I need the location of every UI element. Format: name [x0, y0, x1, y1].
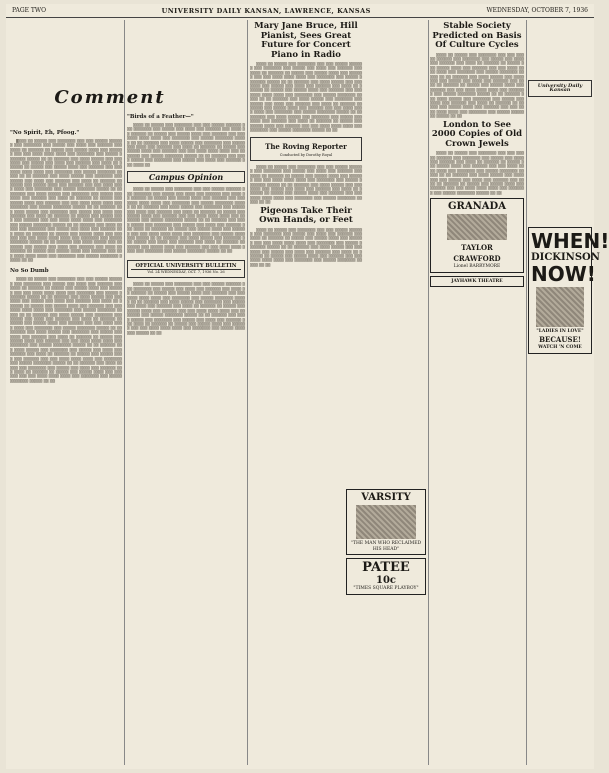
pianist-body: ▒▒▒▒ ▒▒ ▒▒▒▒▒ ▒▒▒ ▒▒▒▒▒▒▒ ▒▒▒ ▒▒▒ ▒▒▒▒▒ ▒▒▒▒▒▒ ▒▒▒ ▒▒▒▒▒▒▒ ▒▒▒ ▒▒▒▒▒ ▒▒▒ ▒▒▒▒ ▒▒▒ ▒▒▒▒▒▒ ▒▒▒ ▒▒▒▒ ▒▒ ▒▒▒▒▒▒ ▒▒ ▒▒▒▒▒ ▒▒▒ ▒▒▒▒▒ ▒▒▒▒ ▒▒▒ ▒▒▒▒▒▒ ▒▒▒ ▒▒▒ ▒▒▒▒ ▒▒▒▒ ▒▒▒▒ ▒▒▒ ▒▒▒▒▒▒▒ ▒▒▒ ▒▒▒▒▒ ▒▒▒▒▒▒▒ ▒▒▒▒▒ ▒▒ ▒▒ ▒▒▒▒▒▒ ▒▒▒ ▒▒▒▒ ▒▒▒▒▒ ▒▒▒ ▒▒▒▒▒▒▒ ▒▒▒ ▒▒▒▒▒ ▒▒▒ ▒▒▒▒ ▒▒▒ ▒▒▒▒▒▒ ▒▒▒ ▒▒▒▒ ▒▒ ▒▒▒▒▒▒ ▒▒ ▒▒▒▒▒ ▒▒▒ ▒▒▒▒▒ ▒▒▒▒ ▒▒▒ ▒▒▒▒▒▒ ▒▒▒ ▒▒▒ ▒▒▒▒ ▒▒▒▒ ▒▒▒▒ ▒▒▒ ▒▒▒▒▒▒▒ ▒▒▒ ▒▒▒▒▒ ▒▒▒▒▒▒▒ ▒▒▒▒▒ ▒▒ ▒▒ ▒▒▒▒▒▒ ▒▒▒ ▒▒▒▒ ▒▒▒▒▒ ▒▒▒ ▒▒▒▒▒▒▒ ▒▒▒ ▒▒▒▒▒ ▒▒▒ ▒▒▒▒ ▒▒▒ ▒▒▒▒▒▒ ▒▒▒ ▒▒▒▒ ▒▒ ▒▒▒▒▒▒ ▒▒ ▒▒▒▒▒ ▒▒▒ ▒▒▒▒▒ ▒▒▒▒ ▒▒▒ ▒▒▒▒▒▒ ▒▒▒ ▒▒▒ ▒▒▒▒ ▒▒▒▒ ▒▒▒▒ ▒▒▒ ▒▒▒▒▒▒▒ ▒▒▒ ▒▒▒▒▒ ▒▒▒▒▒▒▒ ▒▒▒▒▒ ▒▒ ▒▒ ▒▒▒▒▒▒ ▒▒▒ ▒▒▒▒ ▒▒▒▒▒ ▒▒▒ ▒▒▒▒▒▒▒ ▒▒▒ ▒▒▒▒▒ ▒▒▒ ▒▒▒▒ ▒▒▒ ▒▒▒▒▒▒ ▒▒▒ ▒▒▒▒ ▒▒ ▒▒▒▒▒▒ ▒▒ ▒▒▒▒▒ ▒▒▒ ▒▒▒▒▒ ▒▒▒▒ ▒▒▒ ▒▒▒▒▒▒ ▒▒▒ ▒▒▒ ▒▒▒▒ ▒▒▒▒ ▒▒▒▒ ▒▒▒ ▒▒▒▒▒▒▒ ▒▒▒ ▒▒▒▒▒ ▒▒▒▒▒▒▒ ▒▒▒▒▒ ▒▒ ▒▒: [250, 62, 362, 133]
column-5: [528, 20, 609, 765]
patee-title: PATEE: [362, 560, 410, 575]
dickinson-photo: [536, 287, 584, 327]
kansan-staff-title: University Daily Kansan: [537, 83, 583, 94]
official-bulletin-box: [127, 260, 245, 279]
paper-title: UNIVERSITY DAILY KANSAN, LAWRENCE, KANSAS: [161, 6, 371, 15]
bulletin-issue: Vol. 24 WEDNESDAY, OCT. 7, 1936 No. 26: [147, 269, 225, 274]
pigeons-body: ▒▒▒▒ ▒▒ ▒▒▒▒▒ ▒▒▒ ▒▒▒▒▒▒▒ ▒▒▒ ▒▒▒ ▒▒▒▒▒ ▒▒▒▒▒▒ ▒▒▒ ▒▒▒▒▒▒▒ ▒▒▒ ▒▒▒▒▒ ▒▒▒ ▒▒▒▒ ▒▒▒ ▒▒▒▒▒▒ ▒▒▒ ▒▒▒▒ ▒▒ ▒▒▒▒▒▒ ▒▒ ▒▒▒▒▒ ▒▒▒ ▒▒▒▒▒ ▒▒▒▒ ▒▒▒ ▒▒▒▒▒▒ ▒▒▒ ▒▒▒ ▒▒▒▒ ▒▒▒▒ ▒▒▒▒ ▒▒▒ ▒▒▒▒▒▒▒ ▒▒▒ ▒▒▒▒▒ ▒▒▒▒▒▒▒ ▒▒▒▒▒ ▒▒ ▒▒ ▒▒▒▒▒▒ ▒▒▒ ▒▒▒▒ ▒▒▒▒▒ ▒▒▒ ▒▒▒▒▒▒▒ ▒▒▒ ▒▒▒▒▒ ▒▒▒ ▒▒▒▒ ▒▒▒ ▒▒▒▒▒▒ ▒▒▒ ▒▒▒▒ ▒▒ ▒▒▒▒▒▒ ▒▒ ▒▒▒▒▒ ▒▒▒ ▒▒▒▒▒ ▒▒▒▒ ▒▒▒ ▒▒▒▒▒▒ ▒▒▒ ▒▒▒ ▒▒▒▒ ▒▒▒▒ ▒▒▒▒ ▒▒▒ ▒▒▒▒▒▒▒ ▒▒▒ ▒▒▒▒▒ ▒▒▒▒▒▒▒ ▒▒▒▒▒ ▒▒ ▒▒: [250, 227, 362, 267]
stable-society-body: ▒▒▒▒ ▒▒ ▒▒▒▒▒ ▒▒▒ ▒▒▒▒▒▒▒ ▒▒▒ ▒▒▒ ▒▒▒▒▒ ▒▒▒▒▒▒ ▒▒▒ ▒▒▒▒▒▒▒ ▒▒▒ ▒▒▒▒▒ ▒▒▒ ▒▒▒▒ ▒▒▒ ▒▒▒▒▒▒ ▒▒▒ ▒▒▒▒ ▒▒ ▒▒▒▒▒▒ ▒▒ ▒▒▒▒▒ ▒▒▒ ▒▒▒▒▒ ▒▒▒▒ ▒▒▒ ▒▒▒▒▒▒ ▒▒▒ ▒▒▒ ▒▒▒▒ ▒▒▒▒ ▒▒▒▒ ▒▒▒ ▒▒▒▒▒▒▒ ▒▒▒ ▒▒▒▒▒ ▒▒▒▒▒▒▒ ▒▒▒▒▒ ▒▒ ▒▒ ▒▒▒▒▒▒ ▒▒▒ ▒▒▒▒ ▒▒▒▒▒ ▒▒▒ ▒▒▒▒▒▒▒ ▒▒▒ ▒▒▒▒▒ ▒▒▒ ▒▒▒▒ ▒▒▒ ▒▒▒▒▒▒ ▒▒▒ ▒▒▒▒ ▒▒ ▒▒▒▒▒▒ ▒▒ ▒▒▒▒▒ ▒▒▒ ▒▒▒▒▒ ▒▒▒▒ ▒▒▒ ▒▒▒▒▒▒ ▒▒▒ ▒▒▒ ▒▒▒▒ ▒▒▒▒ ▒▒▒▒ ▒▒▒ ▒▒▒▒▒▒▒ ▒▒▒ ▒▒▒▒▒ ▒▒▒▒▒▒▒ ▒▒▒▒▒ ▒▒ ▒▒ ▒▒▒▒▒▒ ▒▒▒ ▒▒▒▒ ▒▒▒▒▒ ▒▒▒ ▒▒▒▒▒▒▒ ▒▒▒ ▒▒▒▒▒ ▒▒▒ ▒▒▒▒ ▒▒▒ ▒▒▒▒▒▒ ▒▒▒ ▒▒▒▒ ▒▒ ▒▒▒▒▒▒ ▒▒ ▒▒▒▒▒ ▒▒▒ ▒▒▒▒▒ ▒▒▒▒ ▒▒▒ ▒▒▒▒▒▒ ▒▒▒ ▒▒▒ ▒▒▒▒ ▒▒▒▒ ▒▒▒▒ ▒▒▒ ▒▒▒▒▒▒▒ ▒▒▒ ▒▒▒▒▒ ▒▒▒▒▒▒▒ ▒▒▒▒▒ ▒▒ ▒▒: [430, 52, 524, 119]
patee-price: 10c: [375, 575, 396, 586]
campus-opinion-box: [127, 171, 245, 183]
editorial-body-2: ▒▒▒▒ ▒▒ ▒▒▒▒▒ ▒▒▒ ▒▒▒▒▒▒▒ ▒▒▒ ▒▒▒ ▒▒▒▒▒ ▒▒▒▒▒▒ ▒▒▒ ▒▒▒▒▒▒▒ ▒▒▒ ▒▒▒▒▒ ▒▒▒ ▒▒▒▒ ▒▒▒ ▒▒▒▒▒▒ ▒▒▒ ▒▒▒▒ ▒▒ ▒▒▒▒▒▒ ▒▒ ▒▒▒▒▒ ▒▒▒ ▒▒▒▒▒ ▒▒▒▒ ▒▒▒ ▒▒▒▒▒▒ ▒▒▒ ▒▒▒ ▒▒▒▒ ▒▒▒▒ ▒▒▒▒ ▒▒▒ ▒▒▒▒▒▒▒ ▒▒▒ ▒▒▒▒▒ ▒▒▒▒▒▒▒ ▒▒▒▒▒ ▒▒ ▒▒ ▒▒▒▒▒▒ ▒▒▒ ▒▒▒▒ ▒▒▒▒▒ ▒▒▒ ▒▒▒▒▒▒▒ ▒▒▒ ▒▒▒▒▒ ▒▒▒ ▒▒▒▒ ▒▒▒ ▒▒▒▒▒▒ ▒▒▒ ▒▒▒▒ ▒▒ ▒▒▒▒▒▒ ▒▒ ▒▒▒▒▒ ▒▒▒ ▒▒▒▒▒ ▒▒▒▒ ▒▒▒ ▒▒▒▒▒▒ ▒▒▒ ▒▒▒ ▒▒▒▒ ▒▒▒▒ ▒▒▒▒ ▒▒▒ ▒▒▒▒▒▒▒ ▒▒▒ ▒▒▒▒▒ ▒▒▒▒▒▒▒ ▒▒▒▒▒ ▒▒ ▒▒ ▒▒▒▒▒▒ ▒▒▒ ▒▒▒▒ ▒▒▒▒▒ ▒▒▒ ▒▒▒▒▒▒▒ ▒▒▒ ▒▒▒▒▒ ▒▒▒ ▒▒▒▒ ▒▒▒ ▒▒▒▒▒▒ ▒▒▒ ▒▒▒▒ ▒▒ ▒▒▒▒▒▒ ▒▒ ▒▒▒▒▒ ▒▒▒ ▒▒▒▒▒ ▒▒▒▒ ▒▒▒ ▒▒▒▒▒▒ ▒▒▒ ▒▒▒ ▒▒▒▒ ▒▒▒▒ ▒▒▒▒ ▒▒▒ ▒▒▒▒▒▒▒ ▒▒▒ ▒▒▒▒▒ ▒▒▒▒▒▒▒ ▒▒▒▒▒ ▒▒ ▒▒ ▒▒▒▒▒▒ ▒▒▒ ▒▒▒▒ ▒▒▒▒▒ ▒▒▒ ▒▒▒▒▒▒▒ ▒▒▒ ▒▒▒▒▒ ▒▒▒ ▒▒▒▒ ▒▒▒ ▒▒▒▒▒▒ ▒▒▒ ▒▒▒▒ ▒▒ ▒▒▒▒▒▒ ▒▒ ▒▒▒▒▒ ▒▒▒ ▒▒▒▒▒ ▒▒▒▒ ▒▒▒ ▒▒▒▒▒▒ ▒▒▒ ▒▒▒ ▒▒▒▒ ▒▒▒▒ ▒▒▒▒ ▒▒▒ ▒▒▒▒▒▒▒ ▒▒▒ ▒▒▒▒▒ ▒▒▒▒▒▒▒ ▒▒▒▒▒ ▒▒ ▒▒ ▒▒▒▒▒▒ ▒▒▒ ▒▒▒▒ ▒▒▒▒▒ ▒▒▒ ▒▒▒▒▒▒▒ ▒▒▒ ▒▒▒▒▒ ▒▒▒ ▒▒▒▒ ▒▒▒ ▒▒▒▒▒▒ ▒▒▒ ▒▒▒▒ ▒▒ ▒▒▒▒▒▒ ▒▒ ▒▒▒▒▒ ▒▒▒ ▒▒▒▒▒ ▒▒▒▒ ▒▒▒ ▒▒▒▒▒▒ ▒▒▒ ▒▒▒ ▒▒▒▒ ▒▒▒▒ ▒▒▒▒ ▒▒▒ ▒▒▒▒▒▒▒ ▒▒▒ ▒▒▒▒▒ ▒▒▒▒▒▒▒ ▒▒▒▒▒ ▒▒ ▒▒ ▒▒▒▒▒▒ ▒▒▒ ▒▒▒▒ ▒▒▒▒▒ ▒▒▒ ▒▒▒▒▒▒▒ ▒▒▒ ▒▒▒▒▒ ▒▒▒ ▒▒▒▒ ▒▒▒ ▒▒▒▒▒▒ ▒▒▒ ▒▒▒▒ ▒▒ ▒▒▒▒▒▒ ▒▒ ▒▒▒▒▒ ▒▒▒ ▒▒▒▒▒ ▒▒▒▒ ▒▒▒ ▒▒▒▒▒▒ ▒▒▒ ▒▒▒ ▒▒▒▒ ▒▒▒▒ ▒▒▒▒ ▒▒▒ ▒▒▒▒▒▒▒ ▒▒▒ ▒▒▒▒▒ ▒▒▒▒▒▒▒ ▒▒▒▒▒ ▒▒ ▒▒: [10, 277, 122, 383]
granada-title: GRANADA: [448, 201, 506, 213]
newspaper-page: [6, 4, 609, 769]
roving-reporter-byline: Conducted by Dorothy Royal: [279, 152, 333, 157]
varsity-title: VARSITY: [361, 492, 411, 503]
crawford-name: CRAWFORD: [453, 254, 501, 264]
barrymore-name: Lionel BARRYMORE: [453, 264, 501, 270]
editorial-heading-1: "No Spirit, Eh, Pfoog.": [10, 130, 80, 136]
dickinson-ad: [528, 227, 609, 354]
headline-pigeons: Pigeons Take Their Own Hands, or Feet: [259, 205, 353, 226]
column-2: [127, 20, 245, 765]
roving-body: ▒▒▒▒ ▒▒ ▒▒▒▒▒ ▒▒▒ ▒▒▒▒▒▒▒ ▒▒▒ ▒▒▒ ▒▒▒▒▒ ▒▒▒▒▒▒ ▒▒▒ ▒▒▒▒▒▒▒ ▒▒▒ ▒▒▒▒▒ ▒▒▒ ▒▒▒▒ ▒▒▒ ▒▒▒▒▒▒ ▒▒▒ ▒▒▒▒ ▒▒ ▒▒▒▒▒▒ ▒▒ ▒▒▒▒▒ ▒▒▒ ▒▒▒▒▒ ▒▒▒▒ ▒▒▒ ▒▒▒▒▒▒ ▒▒▒ ▒▒▒ ▒▒▒▒ ▒▒▒▒ ▒▒▒▒ ▒▒▒ ▒▒▒▒▒▒▒ ▒▒▒ ▒▒▒▒▒ ▒▒▒▒▒▒▒ ▒▒▒▒▒ ▒▒ ▒▒ ▒▒▒▒▒▒ ▒▒▒ ▒▒▒▒ ▒▒▒▒▒ ▒▒▒ ▒▒▒▒▒▒▒ ▒▒▒ ▒▒▒▒▒ ▒▒▒ ▒▒▒▒ ▒▒▒ ▒▒▒▒▒▒ ▒▒▒ ▒▒▒▒ ▒▒ ▒▒▒▒▒▒ ▒▒ ▒▒▒▒▒ ▒▒▒ ▒▒▒▒▒ ▒▒▒▒ ▒▒▒ ▒▒▒▒▒▒ ▒▒▒ ▒▒▒ ▒▒▒▒ ▒▒▒▒ ▒▒▒▒ ▒▒▒ ▒▒▒▒▒▒▒ ▒▒▒ ▒▒▒▒▒ ▒▒▒▒▒▒▒ ▒▒▒▒▒ ▒▒ ▒▒: [250, 164, 362, 205]
granada-ad: [430, 198, 524, 273]
ladies-in-love-title: "LADIES IN LOVE": [536, 328, 584, 334]
when-text: WHEN!: [531, 228, 609, 253]
campus-opinion-body: ▒▒▒▒ ▒▒ ▒▒▒▒▒ ▒▒▒ ▒▒▒▒▒▒▒ ▒▒▒ ▒▒▒ ▒▒▒▒▒ ▒▒▒▒▒▒ ▒▒▒ ▒▒▒▒▒▒▒ ▒▒▒ ▒▒▒▒▒ ▒▒▒ ▒▒▒▒ ▒▒▒ ▒▒▒▒▒▒ ▒▒▒ ▒▒▒▒ ▒▒ ▒▒▒▒▒▒ ▒▒ ▒▒▒▒▒ ▒▒▒ ▒▒▒▒▒ ▒▒▒▒ ▒▒▒ ▒▒▒▒▒▒ ▒▒▒ ▒▒▒ ▒▒▒▒ ▒▒▒▒ ▒▒▒▒ ▒▒▒ ▒▒▒▒▒▒▒ ▒▒▒ ▒▒▒▒▒ ▒▒▒▒▒▒▒ ▒▒▒▒▒ ▒▒ ▒▒ ▒▒▒▒▒▒ ▒▒▒ ▒▒▒▒ ▒▒▒▒▒ ▒▒▒ ▒▒▒▒▒▒▒ ▒▒▒ ▒▒▒▒▒ ▒▒▒ ▒▒▒▒ ▒▒▒ ▒▒▒▒▒▒ ▒▒▒ ▒▒▒▒ ▒▒ ▒▒▒▒▒▒ ▒▒ ▒▒▒▒▒ ▒▒▒ ▒▒▒▒▒ ▒▒▒▒ ▒▒▒ ▒▒▒▒▒▒ ▒▒▒ ▒▒▒ ▒▒▒▒ ▒▒▒▒ ▒▒▒▒ ▒▒▒ ▒▒▒▒▒▒▒ ▒▒▒ ▒▒▒▒▒ ▒▒▒▒▒▒▒ ▒▒▒▒▒ ▒▒ ▒▒ ▒▒▒▒▒▒ ▒▒▒ ▒▒▒▒ ▒▒▒▒▒ ▒▒▒ ▒▒▒▒▒▒▒ ▒▒▒ ▒▒▒▒▒ ▒▒▒ ▒▒▒▒ ▒▒▒ ▒▒▒▒▒▒ ▒▒▒ ▒▒▒▒ ▒▒ ▒▒▒▒▒▒ ▒▒ ▒▒▒▒▒ ▒▒▒ ▒▒▒▒▒ ▒▒▒▒ ▒▒▒ ▒▒▒▒▒▒ ▒▒▒ ▒▒▒ ▒▒▒▒ ▒▒▒▒ ▒▒▒▒ ▒▒▒ ▒▒▒▒▒▒▒ ▒▒▒ ▒▒▒▒▒ ▒▒▒▒▒▒▒ ▒▒▒▒▒ ▒▒ ▒▒ ▒▒▒▒▒▒ ▒▒▒ ▒▒▒▒ ▒▒▒▒▒ ▒▒▒ ▒▒▒▒▒▒▒ ▒▒▒ ▒▒▒▒▒ ▒▒▒ ▒▒▒▒ ▒▒▒ ▒▒▒▒▒▒ ▒▒▒ ▒▒▒▒ ▒▒ ▒▒▒▒▒▒ ▒▒ ▒▒▒▒▒ ▒▒▒ ▒▒▒▒▒ ▒▒▒▒ ▒▒▒ ▒▒▒▒▒▒ ▒▒▒ ▒▒▒ ▒▒▒▒ ▒▒▒▒ ▒▒▒▒ ▒▒▒ ▒▒▒▒▒▒▒ ▒▒▒ ▒▒▒▒▒ ▒▒▒▒▒▒▒ ▒▒▒▒▒ ▒▒ ▒▒: [127, 187, 245, 254]
jayhawk-ad: [430, 276, 524, 288]
bulletin-body: ▒▒▒▒ ▒▒ ▒▒▒▒▒ ▒▒▒ ▒▒▒▒▒▒▒ ▒▒▒ ▒▒▒ ▒▒▒▒▒ ▒▒▒▒▒▒ ▒▒▒ ▒▒▒▒▒▒▒ ▒▒▒ ▒▒▒▒▒ ▒▒▒ ▒▒▒▒ ▒▒▒ ▒▒▒▒▒▒ ▒▒▒ ▒▒▒▒ ▒▒ ▒▒▒▒▒▒ ▒▒ ▒▒▒▒▒ ▒▒▒ ▒▒▒▒▒ ▒▒▒▒ ▒▒▒ ▒▒▒▒▒▒ ▒▒▒ ▒▒▒ ▒▒▒▒ ▒▒▒▒ ▒▒▒▒ ▒▒▒ ▒▒▒▒▒▒▒ ▒▒▒ ▒▒▒▒▒ ▒▒▒▒▒▒▒ ▒▒▒▒▒ ▒▒ ▒▒ ▒▒▒▒▒▒ ▒▒▒ ▒▒▒▒ ▒▒▒▒▒ ▒▒▒ ▒▒▒▒▒▒▒ ▒▒▒ ▒▒▒▒▒ ▒▒▒ ▒▒▒▒ ▒▒▒ ▒▒▒▒▒▒ ▒▒▒ ▒▒▒▒ ▒▒ ▒▒▒▒▒▒ ▒▒ ▒▒▒▒▒ ▒▒▒ ▒▒▒▒▒ ▒▒▒▒ ▒▒▒ ▒▒▒▒▒▒ ▒▒▒ ▒▒▒ ▒▒▒▒ ▒▒▒▒ ▒▒▒▒ ▒▒▒ ▒▒▒▒▒▒▒ ▒▒▒ ▒▒▒▒▒ ▒▒▒▒▒▒▒ ▒▒▒▒▒ ▒▒ ▒▒ ▒▒▒▒▒▒ ▒▒▒ ▒▒▒▒ ▒▒▒▒▒ ▒▒▒ ▒▒▒▒▒▒▒ ▒▒▒ ▒▒▒▒▒ ▒▒▒ ▒▒▒▒ ▒▒▒ ▒▒▒▒▒▒ ▒▒▒ ▒▒▒▒ ▒▒ ▒▒▒▒▒▒ ▒▒ ▒▒▒▒▒ ▒▒▒ ▒▒▒▒▒ ▒▒▒▒ ▒▒▒ ▒▒▒▒▒▒ ▒▒▒ ▒▒▒ ▒▒▒▒ ▒▒▒▒ ▒▒▒▒ ▒▒▒ ▒▒▒▒▒▒▒ ▒▒▒ ▒▒▒▒▒ ▒▒▒▒▒▒▒ ▒▒▒▒▒ ▒▒ ▒▒: [127, 282, 245, 335]
varsity-photo: [356, 505, 416, 539]
issue-date: WEDNESDAY, OCTOBER 7, 1936: [486, 7, 588, 14]
taylor-name: TAYLOR: [461, 243, 493, 253]
campus-opinion-title: Campus Opinion: [148, 172, 224, 183]
patee-feature: "TIMES SQUARE PLAYBOY": [353, 586, 419, 591]
bulletin-title: OFFICIAL UNIVERSITY BULLETIN: [131, 264, 241, 270]
dickinson-title: DICKINSON: [531, 251, 600, 263]
crown-jewels-body: ▒▒▒▒ ▒▒ ▒▒▒▒▒ ▒▒▒ ▒▒▒▒▒▒▒ ▒▒▒ ▒▒▒ ▒▒▒▒▒ ▒▒▒▒▒▒ ▒▒▒ ▒▒▒▒▒▒▒ ▒▒▒ ▒▒▒▒▒ ▒▒▒ ▒▒▒▒ ▒▒▒ ▒▒▒▒▒▒ ▒▒▒ ▒▒▒▒ ▒▒ ▒▒▒▒▒▒ ▒▒ ▒▒▒▒▒ ▒▒▒ ▒▒▒▒▒ ▒▒▒▒ ▒▒▒ ▒▒▒▒▒▒ ▒▒▒ ▒▒▒ ▒▒▒▒ ▒▒▒▒ ▒▒▒▒ ▒▒▒ ▒▒▒▒▒▒▒ ▒▒▒ ▒▒▒▒▒ ▒▒▒▒▒▒▒ ▒▒▒▒▒ ▒▒ ▒▒ ▒▒▒▒▒▒ ▒▒▒ ▒▒▒▒ ▒▒▒▒▒ ▒▒▒ ▒▒▒▒▒▒▒ ▒▒▒ ▒▒▒▒▒ ▒▒▒ ▒▒▒▒ ▒▒▒ ▒▒▒▒▒▒ ▒▒▒ ▒▒▒▒ ▒▒ ▒▒▒▒▒▒ ▒▒ ▒▒▒▒▒ ▒▒▒ ▒▒▒▒▒ ▒▒▒▒ ▒▒▒ ▒▒▒▒▒▒ ▒▒▒ ▒▒▒ ▒▒▒▒ ▒▒▒▒ ▒▒▒▒ ▒▒▒ ▒▒▒▒▒▒▒ ▒▒▒ ▒▒▒▒▒ ▒▒▒▒▒▒▒ ▒▒▒▒▒ ▒▒ ▒▒: [430, 151, 524, 195]
now-text: NOW!: [531, 261, 596, 286]
roving-reporter-title: The Roving Reporter: [265, 141, 347, 151]
column-rule: [526, 20, 527, 765]
varsity-feature: "THE MAN WHO RECLAIMED HIS HEAD": [350, 541, 422, 552]
granada-photo: [447, 214, 507, 240]
headline-stable-society: Stable Society Predicted on Basis Of Culture Cycles: [432, 21, 522, 50]
watch-n-come-text: WATCH 'N COME: [538, 345, 582, 351]
editorial-body-1: ▓▒▒▒ ▒▒ ▒▒▒▒▒ ▒▒▒ ▒▒▒▒▒▒▒ ▒▒▒ ▒▒▒ ▒▒▒▒▒ ▒▒▒▒▒▒ ▒▒▒ ▒▒▒▒▒▒▒ ▒▒▒ ▒▒▒▒▒ ▒▒▒ ▒▒▒▒ ▒▒▒ ▒▒▒▒▒▒ ▒▒▒ ▒▒▒▒ ▒▒ ▒▒▒▒▒▒ ▒▒ ▒▒▒▒▒ ▒▒▒ ▒▒▒▒▒ ▒▒▒▒ ▒▒▒ ▒▒▒▒▒▒ ▒▒▒ ▒▒▒ ▒▒▒▒ ▒▒▒▒ ▒▒▒▒ ▒▒▒ ▒▒▒▒▒▒▒ ▒▒▒ ▒▒▒▒▒ ▒▒▒▒▒▒▒ ▒▒▒▒▒ ▒▒ ▒▒ ▒▒▒▒▒▒ ▒▒▒ ▒▒▒▒ ▒▒▒▒▒ ▒▒▒ ▒▒▒▒▒▒▒ ▒▒▒ ▒▒▒▒▒ ▒▒▒ ▒▒▒▒ ▒▒▒ ▒▒▒▒▒▒ ▒▒▒ ▒▒▒▒ ▒▒ ▒▒▒▒▒▒ ▒▒ ▒▒▒▒▒ ▒▒▒ ▒▒▒▒▒ ▒▒▒▒ ▒▒▒ ▒▒▒▒▒▒ ▒▒▒ ▒▒▒ ▒▒▒▒ ▒▒▒▒ ▒▒▒▒ ▒▒▒ ▒▒▒▒▒▒▒ ▒▒▒ ▒▒▒▒▒ ▒▒▒▒▒▒▒ ▒▒▒▒▒ ▒▒ ▒▒ ▒▒▒▒▒▒ ▒▒▒ ▒▒▒▒ ▒▒▒▒▒ ▒▒▒ ▒▒▒▒▒▒▒ ▒▒▒ ▒▒▒▒▒ ▒▒▒ ▒▒▒▒ ▒▒▒ ▒▒▒▒▒▒ ▒▒▒ ▒▒▒▒ ▒▒ ▒▒▒▒▒▒ ▒▒ ▒▒▒▒▒ ▒▒▒ ▒▒▒▒▒ ▒▒▒▒ ▒▒▒ ▒▒▒▒▒▒ ▒▒▒ ▒▒▒ ▒▒▒▒ ▒▒▒▒ ▒▒▒▒ ▒▒▒ ▒▒▒▒▒▒▒ ▒▒▒ ▒▒▒▒▒ ▒▒▒▒▒▒▒ ▒▒▒▒▒ ▒▒ ▒▒ ▒▒▒▒▒▒ ▒▒▒ ▒▒▒▒ ▒▒▒▒▒ ▒▒▒ ▒▒▒▒▒▒▒ ▒▒▒ ▒▒▒▒▒ ▒▒▒ ▒▒▒▒ ▒▒▒ ▒▒▒▒▒▒ ▒▒▒ ▒▒▒▒ ▒▒ ▒▒▒▒▒▒ ▒▒ ▒▒▒▒▒ ▒▒▒ ▒▒▒▒▒ ▒▒▒▒ ▒▒▒ ▒▒▒▒▒▒ ▒▒▒ ▒▒▒ ▒▒▒▒ ▒▒▒▒ ▒▒▒▒ ▒▒▒ ▒▒▒▒▒▒▒ ▒▒▒ ▒▒▒▒▒ ▒▒▒▒▒▒▒ ▒▒▒▒▒ ▒▒ ▒▒ ▒▒▒▒▒▒ ▒▒▒ ▒▒▒▒ ▒▒▒▒▒ ▒▒▒ ▒▒▒▒▒▒▒ ▒▒▒ ▒▒▒▒▒ ▒▒▒ ▒▒▒▒ ▒▒▒ ▒▒▒▒▒▒ ▒▒▒ ▒▒▒▒ ▒▒ ▒▒▒▒▒▒ ▒▒ ▒▒▒▒▒ ▒▒▒ ▒▒▒▒▒ ▒▒▒▒ ▒▒▒ ▒▒▒▒▒▒ ▒▒▒ ▒▒▒ ▒▒▒▒ ▒▒▒▒ ▒▒▒▒ ▒▒▒ ▒▒▒▒▒▒▒ ▒▒▒ ▒▒▒▒▒ ▒▒▒▒▒▒▒ ▒▒▒▒▒ ▒▒ ▒▒ ▒▒▒▒▒▒ ▒▒▒ ▒▒▒▒ ▒▒▒▒▒ ▒▒▒ ▒▒▒▒▒▒▒ ▒▒▒ ▒▒▒▒▒ ▒▒▒ ▒▒▒▒ ▒▒▒ ▒▒▒▒▒▒ ▒▒▒ ▒▒▒▒ ▒▒ ▒▒▒▒▒▒ ▒▒ ▒▒▒▒▒ ▒▒▒ ▒▒▒▒▒ ▒▒▒▒ ▒▒▒ ▒▒▒▒▒▒ ▒▒▒ ▒▒▒ ▒▒▒▒ ▒▒▒▒ ▒▒▒▒ ▒▒▒ ▒▒▒▒▒▒▒ ▒▒▒ ▒▒▒▒▒ ▒▒▒▒▒▒▒ ▒▒▒▒▒ ▒▒ ▒▒ ▒▒▒▒▒▒ ▒▒▒ ▒▒▒▒ ▒▒▒▒▒ ▒▒▒ ▒▒▒▒▒▒▒ ▒▒▒ ▒▒▒▒▒ ▒▒▒ ▒▒▒▒ ▒▒▒ ▒▒▒▒▒▒ ▒▒▒ ▒▒▒▒ ▒▒ ▒▒▒▒▒▒ ▒▒ ▒▒▒▒▒ ▒▒▒ ▒▒▒▒▒ ▒▒▒▒ ▒▒▒ ▒▒▒▒▒▒ ▒▒▒ ▒▒▒ ▒▒▒▒ ▒▒▒▒ ▒▒▒▒ ▒▒▒ ▒▒▒▒▒▒▒ ▒▒▒ ▒▒▒▒▒ ▒▒▒▒▒▒▒ ▒▒▒▒▒ ▒▒ ▒▒: [10, 139, 122, 262]
page-number: PAGE TWO: [12, 7, 46, 14]
column-rule: [428, 20, 429, 765]
varsity-ad: [346, 489, 426, 555]
editorial-heading-2: No So Dumb: [10, 268, 49, 275]
column-rule: [124, 20, 125, 765]
column-ads-mid: [346, 486, 426, 756]
editorial-heading-birds: "Birds of a Feather—": [127, 114, 194, 120]
jayhawk-title: JAYHAWK THEATRE: [451, 278, 503, 284]
headline-pianist: Mary Jane Bruce, Hill Pianist, Sees Great Future for Concert Piano in Radio: [254, 21, 358, 60]
roving-reporter-box: [250, 137, 362, 161]
editorial-body-birds: ▒▒▒▒ ▒▒ ▒▒▒▒▒ ▒▒▒ ▒▒▒▒▒▒▒ ▒▒▒ ▒▒▒ ▒▒▒▒▒ ▒▒▒▒▒▒ ▒▒▒ ▒▒▒▒▒▒▒ ▒▒▒ ▒▒▒▒▒ ▒▒▒ ▒▒▒▒ ▒▒▒ ▒▒▒▒▒▒ ▒▒▒ ▒▒▒▒ ▒▒ ▒▒▒▒▒▒ ▒▒ ▒▒▒▒▒ ▒▒▒ ▒▒▒▒▒ ▒▒▒▒ ▒▒▒ ▒▒▒▒▒▒ ▒▒▒ ▒▒▒ ▒▒▒▒ ▒▒▒▒ ▒▒▒▒ ▒▒▒ ▒▒▒▒▒▒▒ ▒▒▒ ▒▒▒▒▒ ▒▒▒▒▒▒▒ ▒▒▒▒▒ ▒▒ ▒▒ ▒▒▒▒▒▒ ▒▒▒ ▒▒▒▒ ▒▒▒▒▒ ▒▒▒ ▒▒▒▒▒▒▒ ▒▒▒ ▒▒▒▒▒ ▒▒▒ ▒▒▒▒ ▒▒▒ ▒▒▒▒▒▒ ▒▒▒ ▒▒▒▒ ▒▒ ▒▒▒▒▒▒ ▒▒ ▒▒▒▒▒ ▒▒▒ ▒▒▒▒▒ ▒▒▒▒ ▒▒▒ ▒▒▒▒▒▒ ▒▒▒ ▒▒▒ ▒▒▒▒ ▒▒▒▒ ▒▒▒▒ ▒▒▒ ▒▒▒▒▒▒▒ ▒▒▒ ▒▒▒▒▒ ▒▒▒▒▒▒▒ ▒▒▒▒▒ ▒▒ ▒▒ ▒▒▒▒▒▒ ▒▒▒ ▒▒▒▒ ▒▒▒▒▒ ▒▒▒ ▒▒▒▒▒▒▒ ▒▒▒ ▒▒▒▒▒ ▒▒▒ ▒▒▒▒ ▒▒▒ ▒▒▒▒▒▒ ▒▒▒ ▒▒▒▒ ▒▒: [127, 123, 245, 167]
column-4: [430, 20, 524, 765]
patee-ad: [346, 558, 426, 595]
kansan-staff-box: [528, 80, 592, 97]
masthead: [6, 4, 594, 18]
headline-crown-jewels: London to See 2000 Copies of Old Crown Jewels: [431, 119, 523, 149]
because-text: BECAUSE!: [539, 335, 581, 345]
comment-heading: Comment: [54, 87, 166, 108]
column-rule: [247, 20, 248, 765]
